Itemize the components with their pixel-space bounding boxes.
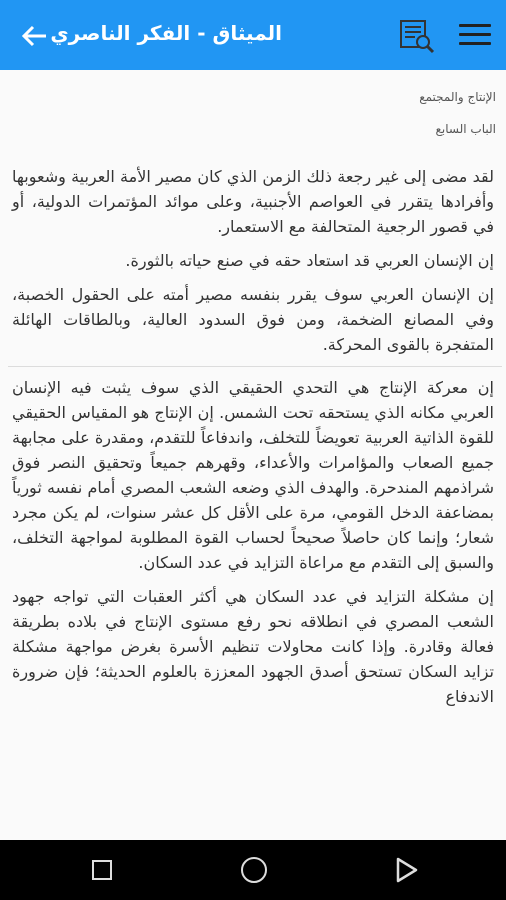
arrow-back-icon[interactable] xyxy=(18,20,52,52)
document-search-icon[interactable] xyxy=(396,15,438,57)
circle-home-icon[interactable] xyxy=(241,857,267,883)
article-body xyxy=(12,164,494,718)
breadcrumb: الإنتاج والمجتمع xyxy=(419,90,496,104)
divider xyxy=(8,366,502,367)
hamburger-menu-icon[interactable] xyxy=(455,18,495,52)
triangle-back-icon[interactable] xyxy=(394,856,420,884)
chapter-label: الباب السابع xyxy=(435,122,496,136)
app-title: الميثاق - الفكر الناصري xyxy=(50,21,282,45)
paragraph: لقد مضى إلى غير رجعة ذلك الزمن الذي كان مصير الأمة العربية وشعوبها وأفرادها يتقرر في العواصم الأجنبية، وعلى موائد المؤتمرات الدولية، أو في قصور الرجعية المتحالفة مع الاستعمار. xyxy=(12,167,494,236)
paragraph: إن مشكلة التزايد في عدد السكان هي أكثر العقبات التي تواجه جهود الشعب المصري في انطلاقه نحو رفع مستوى الإنتاج في بلاده بطريقة فعالة وقادرة. وإذا كانت محاولات تنظيم الأسرة بغرض مواجهة مشكلة تزايد السكان تستحق أصدق الجهود المعززة بالعلوم الحديثة؛ فإن ضرورة الاندفاع xyxy=(12,587,494,706)
paragraph: إن معركة الإنتاج هي التحدي الحقيقي الذي سوف يثبت فيه الإنسان العربي مكانه الذي يستحقه تحت الشمس. إن الإنتاج هو المقياس الحقيقي للقوة الذاتية العربية تعويضاً للتخلف، واندفاعاً للتقدم، ومقدرة على مجابهة جميع الصعاب والمؤامرات والأعداء، وقهرهم جميعاً وتحقيق النصر فوق شراذمهم المندحرة. والهدف الذي وضعه الشعب المصري أمام نفسه ثورياً بمضاعفة الدخل القومي، مرة على الأقل كل عشر سنوات، لم يكن مجرد شعار؛ وإنما كان حاصلاً صحيحاً لحساب القوة المطلوبة لمواجهة التخلف، والسبق إلى التقدم مع مراعاة التزايد في عدد السكان. xyxy=(12,378,494,572)
paragraph: إن الإنسان العربي قد استعاد حقه في صنع حياته بالثورة. xyxy=(125,251,494,270)
paragraph: إن الإنسان العربي سوف يقرر بنفسه مصير أمته على الحقول الخصبة، وفي المصانع الضخمة، ومن فوق السدود العالية، وبالطاقات الهائلة المتفجرة بالقوى المحركة. xyxy=(12,285,494,354)
system-nav-bar xyxy=(0,840,506,900)
square-recents-icon[interactable] xyxy=(92,860,112,880)
app-bar xyxy=(0,0,506,70)
article-content[interactable] xyxy=(0,70,506,840)
